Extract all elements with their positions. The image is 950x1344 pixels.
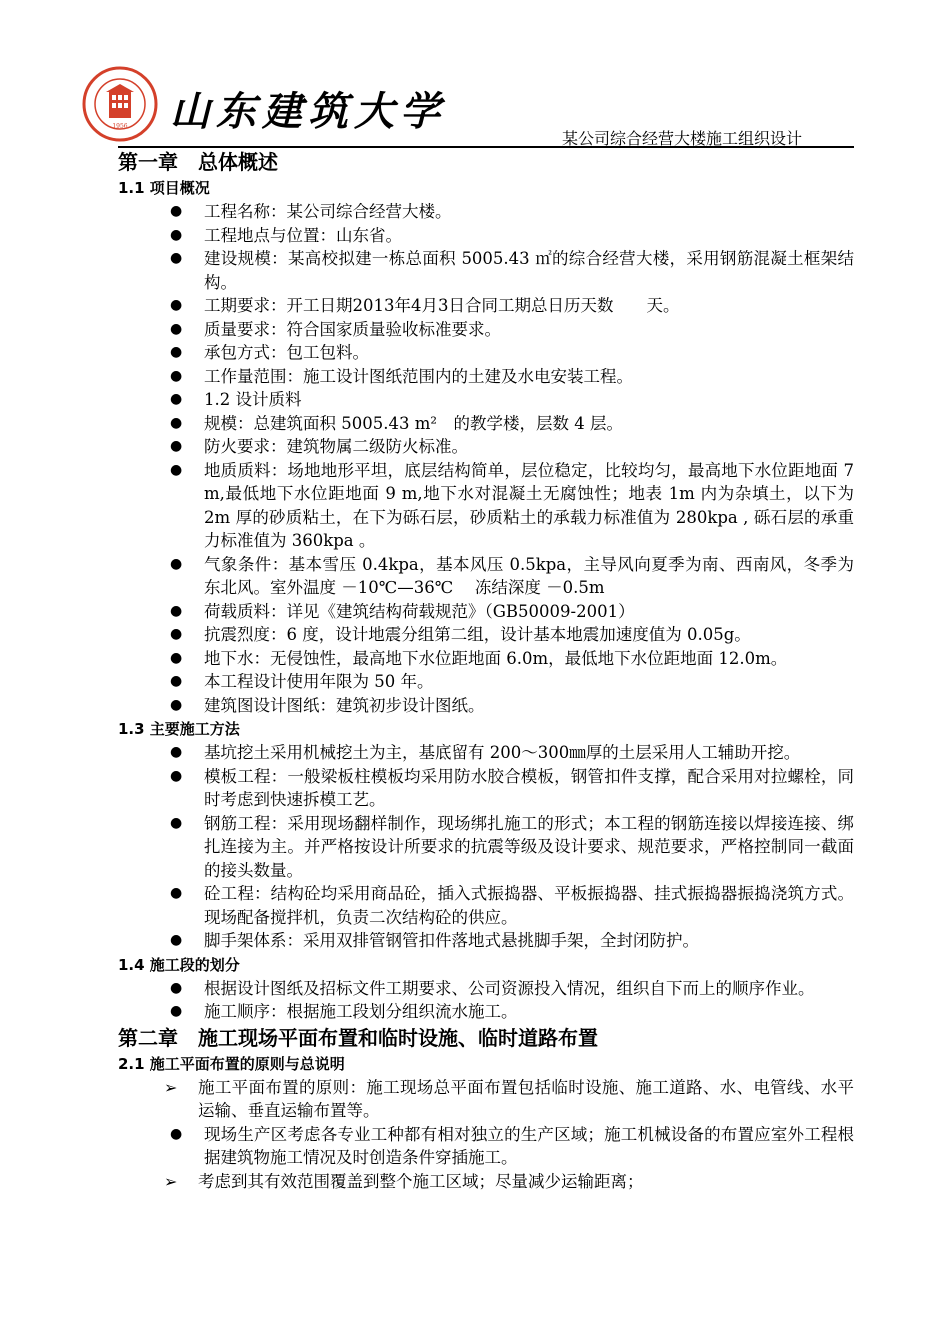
bullet-icon: ●: [170, 297, 183, 313]
bullet-icon: ●: [170, 461, 183, 478]
list-item: ● 质量要求：符合国家质量验收标准要求。: [118, 318, 854, 342]
list-item: ● 地下水：无侵蚀性，最高地下水位距地面 6.0m，最低地下水位距地面 12.0m。: [118, 647, 854, 671]
bullet-icon: ●: [170, 320, 183, 337]
bullet-icon: ●: [170, 602, 183, 619]
list-item: ● 工程名称：某公司综合经营大楼。: [118, 200, 854, 224]
bullet-icon: ●: [170, 391, 183, 407]
bullet-icon: ●: [170, 673, 183, 689]
university-seal-logo: [82, 66, 158, 142]
section-1-3-list: [118, 741, 854, 953]
section-2-1-list: [118, 1076, 854, 1194]
chapter-2-title: 第二章 施工现场平面布置和临时设施、临时道路布置: [118, 1025, 598, 1050]
list-item: ● 建筑图设计图纸：建筑初步设计图纸。: [118, 694, 854, 718]
document-title: 某公司综合经营大楼施工组织设计: [561, 129, 802, 148]
list-item: ● 模板工程：一般梁板柱模板均采用防水胶合模板，钢管扣件支撑，配合采用对拉螺栓，同时考虑到快速拆模工艺。: [170, 766, 854, 809]
page-header: [82, 66, 854, 148]
list-item: ● 钢筋工程：采用现场翻样制作，现场绑扎施工的形式；本工程的钢筋连接以焊接连接、绑扎连接为主。并严格按设计所要求的抗震等级及设计要求、规范要求，严格控制同一截面的接头数量。: [170, 813, 854, 880]
list-item: ● 现场生产区考虑各专业工种都有相对独立的生产区域；施工机械设备的布置应室外工程根据建筑物施工情况及时创造条件穿插施工。: [170, 1124, 854, 1167]
bullet-icon: ●: [170, 626, 183, 642]
bullet-icon: ●: [170, 344, 183, 360]
document-body: [118, 148, 854, 1193]
bullet-icon: ●: [170, 203, 183, 219]
list-item: ● 基坑挖土采用机械挖土为主，基底留有 200～300㎜厚的土层采用人工辅助开挖。: [118, 741, 854, 765]
section-1-1-list: [118, 200, 854, 717]
list-item: ● 工期要求：开工日期2013年4月3日合同工期总日历天数 天。: [118, 294, 854, 318]
list-item: ● 荷载质料：详见《建筑结构荷载规范》（GB50009-2001）: [118, 600, 854, 624]
section-1-1-heading: 1.1 项目概况: [118, 179, 210, 197]
list-item: ➢ 考虑到其有效范围覆盖到整个施工区域；尽量减少运输距离；: [118, 1170, 854, 1194]
list-item: ● 本工程设计使用年限为 50 年。: [118, 670, 854, 694]
bullet-icon: ●: [170, 1125, 183, 1142]
bullet-icon: ●: [170, 226, 183, 243]
list-item: ➢ 施工平面布置的原则：施工现场总平面布置包括临时设施、施工道路、水、电管线、水平运输、垂直运输布置等。: [164, 1077, 854, 1120]
list-item: ● 气象条件：基本雪压 0.4kpa，基本风压 0.5kpa，主导风向夏季为南、西南风，冬季为东北风。室外温度 －10℃—36℃ 冻结深度 －0.5m: [170, 554, 854, 597]
list-item: ● 建设规模：某高校拟建一栋总面积 5005.43 ㎡的综合经营大楼，采用钢筋混凝土框架结构。: [170, 249, 854, 292]
bullet-icon: ●: [170, 414, 183, 431]
list-item: ● 规模：总建筑面积 5005.43 m² 的教学楼，层数 4 层。: [118, 412, 854, 436]
list-item: ● 地质质料：场地地形平坦，底层结构简单，层位稳定，比较均匀，最高地下水位距地面 7 m,最低地下水位距地面 9 m,地下水对混凝土无腐蚀性；地表 1m 内为杂填土，以下为 2m 厚的砂质粘土，在下为砾石层，砂质粘土的承载力标准值为 280kpa , 砾石层的承重力标准值为 360kpa 。: [170, 460, 854, 550]
section-2-1-heading: 2.1 施工平面布置的原则与总说明: [118, 1054, 345, 1073]
bullet-icon: ●: [170, 438, 183, 454]
section-1-3-heading: 1.3 主要施工方法: [118, 720, 240, 738]
chapter-1-title: 第一章 总体概述: [118, 150, 278, 174]
section-1-4-heading: 1.4 施工段的划分: [118, 955, 240, 974]
bullet-icon: ●: [170, 814, 183, 831]
list-item: ● 工作量范围：施工设计图纸范围内的土建及水电安装工程。: [118, 365, 854, 389]
list-item: ● 工程地点与位置：山东省。: [118, 224, 854, 248]
list-item: ● 抗震烈度：6 度，设计地震分组第二组，设计基本地震加速度值为 0.05g。: [118, 623, 854, 647]
arrow-bullet-icon: ➢: [164, 1077, 178, 1097]
bullet-icon: ●: [170, 744, 183, 760]
bullet-icon: ●: [170, 767, 183, 784]
list-item: ● 脚手架体系：采用双排管钢管扣件落地式悬挑脚手架，全封闭防护。: [118, 929, 854, 953]
list-item: ● 承包方式：包工包料。: [118, 341, 854, 365]
bullet-icon: ●: [170, 932, 183, 948]
bullet-icon: ●: [170, 885, 183, 901]
list-item: ● 防火要求：建筑物属二级防火标准。: [118, 435, 854, 459]
list-item: ● 根据设计图纸及招标文件工期要求、公司资源投入情况，组织自下而上的顺序作业。: [118, 977, 854, 1001]
svg-text:1956: 1956: [112, 123, 128, 130]
bullet-icon: ●: [170, 367, 183, 384]
bullet-icon: ●: [170, 1003, 183, 1019]
bullet-icon: ●: [170, 555, 183, 572]
bullet-icon: ●: [170, 696, 183, 713]
bullet-icon: ●: [170, 250, 183, 266]
bullet-icon: ●: [170, 649, 183, 666]
list-item: ● 施工顺序：根据施工段划分组织流水施工。: [118, 1000, 854, 1024]
list-item: ● 1.2 设计质料: [118, 388, 854, 412]
bullet-icon: ●: [170, 979, 183, 996]
list-item: ● 砼工程：结构砼均采用商品砼，插入式振捣器、平板振捣器、挂式振捣器振捣浇筑方式。现场配备搅拌机，负责二次结构砼的供应。: [170, 884, 854, 927]
school-name-logo: 山东建筑大学: [170, 88, 446, 135]
arrow-bullet-icon: ➢: [164, 1171, 178, 1191]
section-1-4-list: [118, 977, 854, 1024]
